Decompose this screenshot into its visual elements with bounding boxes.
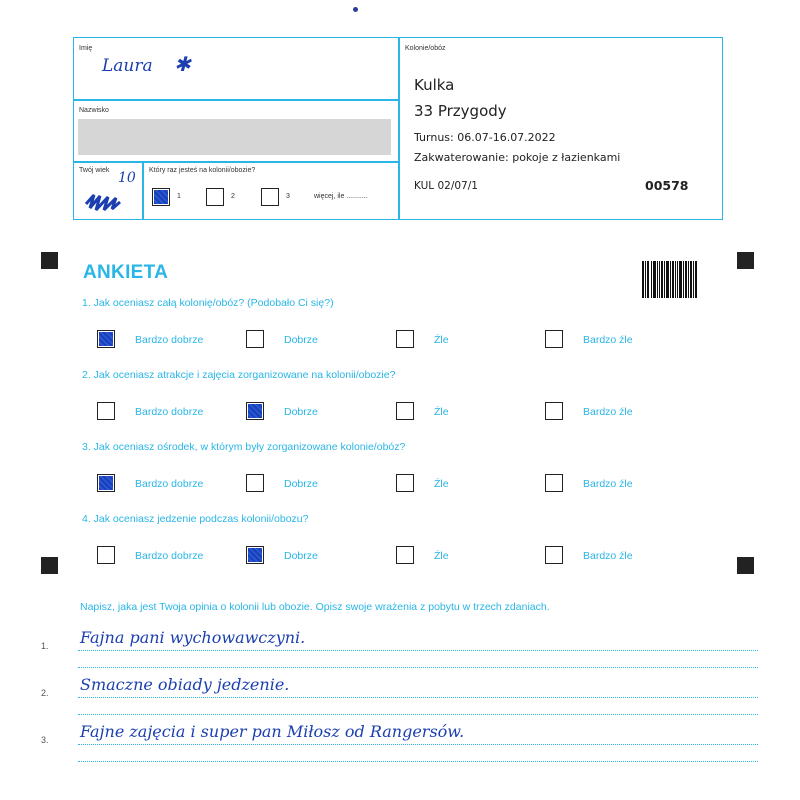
question-2-option-label-4: Bardzo źle xyxy=(583,406,633,418)
question-1-option-label-4: Bardzo źle xyxy=(583,334,633,346)
question-4-checkbox-4[interactable] xyxy=(545,546,563,564)
barcode xyxy=(642,261,697,303)
question-4-checkbox-3[interactable] xyxy=(396,546,414,564)
form-number: 00578 xyxy=(645,178,689,193)
which-time-option-1: 1 xyxy=(177,193,181,200)
question-1-checkbox-1[interactable] xyxy=(97,330,115,348)
question-4-option-label-3: Źle xyxy=(434,550,449,562)
question-4-checkbox-2[interactable] xyxy=(246,546,264,564)
question-4-text: 4. Jak oceniasz jedzenie podczas kolonii/obozu? xyxy=(82,513,309,525)
opinion-line-text: Fajne zajęcia i super pan Miłosz od Rangersów. xyxy=(80,722,465,741)
opinion-dotted-line xyxy=(78,761,758,762)
name-value: Laura xyxy=(102,56,153,76)
question-2-checkbox-4[interactable] xyxy=(545,402,563,420)
question-3-checkbox-4[interactable] xyxy=(545,474,563,492)
question-3-text: 3. Jak oceniasz ośrodek, w którym były zorganizowane kolonie/obóz? xyxy=(82,441,406,453)
turnus-label: Turnus: xyxy=(414,131,454,144)
surname-redacted xyxy=(78,119,391,155)
opinion-line-number: 2. xyxy=(41,688,49,698)
question-4-option-label-4: Bardzo źle xyxy=(583,550,633,562)
opinion-dotted-line xyxy=(78,650,758,651)
question-1-checkbox-2[interactable] xyxy=(246,330,264,348)
question-2-option-label-1: Bardzo dobrze xyxy=(135,406,204,418)
registration-marker-bottom-right xyxy=(737,557,754,574)
which-time-checkbox-2[interactable] xyxy=(206,188,224,206)
question-1-option-label-2: Dobrze xyxy=(284,334,318,346)
question-3-checkbox-3[interactable] xyxy=(396,474,414,492)
age-scribble xyxy=(84,190,124,220)
question-1-checkbox-3[interactable] xyxy=(396,330,414,348)
opinion-line-text: Fajna pani wychowawczyni. xyxy=(80,628,306,647)
question-2-option-label-3: Źle xyxy=(434,406,449,418)
question-3-checkbox-2[interactable] xyxy=(246,474,264,492)
question-3-option-label-3: Źle xyxy=(434,478,449,490)
name-label: Imię xyxy=(79,45,93,52)
which-time-checkbox-1[interactable] xyxy=(152,188,170,206)
colony-code: KUL 02/07/1 xyxy=(414,180,478,192)
which-time-label: Który raz jesteś na kolonii/obozie? xyxy=(149,167,256,174)
question-2-text: 2. Jak oceniasz atrakcje i zajęcia zorganizowane na kolonii/obozie? xyxy=(82,369,396,381)
which-time-more: więcej, ile ........... xyxy=(314,193,368,200)
question-1-checkbox-4[interactable] xyxy=(545,330,563,348)
opinion-line-number: 1. xyxy=(41,641,49,651)
registration-marker-bottom-left xyxy=(41,557,58,574)
question-3-checkbox-1[interactable] xyxy=(97,474,115,492)
opinion-dotted-line xyxy=(78,697,758,698)
question-2-checkbox-1[interactable] xyxy=(97,402,115,420)
header-form xyxy=(73,37,723,220)
opinion-dotted-line xyxy=(78,744,758,745)
question-4-option-label-2: Dobrze xyxy=(284,550,318,562)
question-1-option-label-1: Bardzo dobrze xyxy=(135,334,204,346)
scan-dot xyxy=(353,7,358,12)
which-time-option-2: 2 xyxy=(231,193,235,200)
question-3-option-label-4: Bardzo źle xyxy=(583,478,633,490)
question-1-option-label-3: Źle xyxy=(434,334,449,346)
colony-name: Kulka xyxy=(414,76,455,94)
accommodation-value: pokoje z łazienkami xyxy=(512,151,621,164)
question-2-checkbox-3[interactable] xyxy=(396,402,414,420)
question-3-option-label-2: Dobrze xyxy=(284,478,318,490)
opinion-dotted-line xyxy=(78,667,758,668)
which-time-checkbox-3[interactable] xyxy=(261,188,279,206)
colony-label: Kolonie/obóz xyxy=(405,45,446,52)
question-4-checkbox-1[interactable] xyxy=(97,546,115,564)
opinion-dotted-line xyxy=(78,714,758,715)
question-3-option-label-1: Bardzo dobrze xyxy=(135,478,204,490)
opinion-prompt: Napisz, jaka jest Twoja opinia o kolonii lub obozie. Opisz swoje wrażenia z pobytu w trzech zdaniach. xyxy=(80,601,550,613)
question-2-checkbox-2[interactable] xyxy=(246,402,264,420)
age-value: 10 xyxy=(118,170,136,186)
name-star-mark: ✱ xyxy=(174,52,191,76)
question-1-text: 1. Jak oceniasz całą kolonię/obóz? (Podobało Ci się?) xyxy=(82,297,334,309)
question-4-option-label-1: Bardzo dobrze xyxy=(135,550,204,562)
registration-marker-top-right xyxy=(737,252,754,269)
which-time-option-3: 3 xyxy=(286,193,290,200)
accommodation-label: Zakwaterowanie: xyxy=(414,151,509,164)
question-2-option-label-2: Dobrze xyxy=(284,406,318,418)
registration-marker-top-left xyxy=(41,252,58,269)
opinion-line-text: Smaczne obiady jedzenie. xyxy=(80,675,290,694)
surname-label: Nazwisko xyxy=(79,107,109,114)
age-label: Twój wiek xyxy=(79,167,110,174)
colony-program: 33 Przygody xyxy=(414,102,507,120)
survey-title: ANKIETA xyxy=(83,262,169,283)
opinion-line-number: 3. xyxy=(41,735,49,745)
turnus-value: 06.07-16.07.2022 xyxy=(457,131,556,144)
